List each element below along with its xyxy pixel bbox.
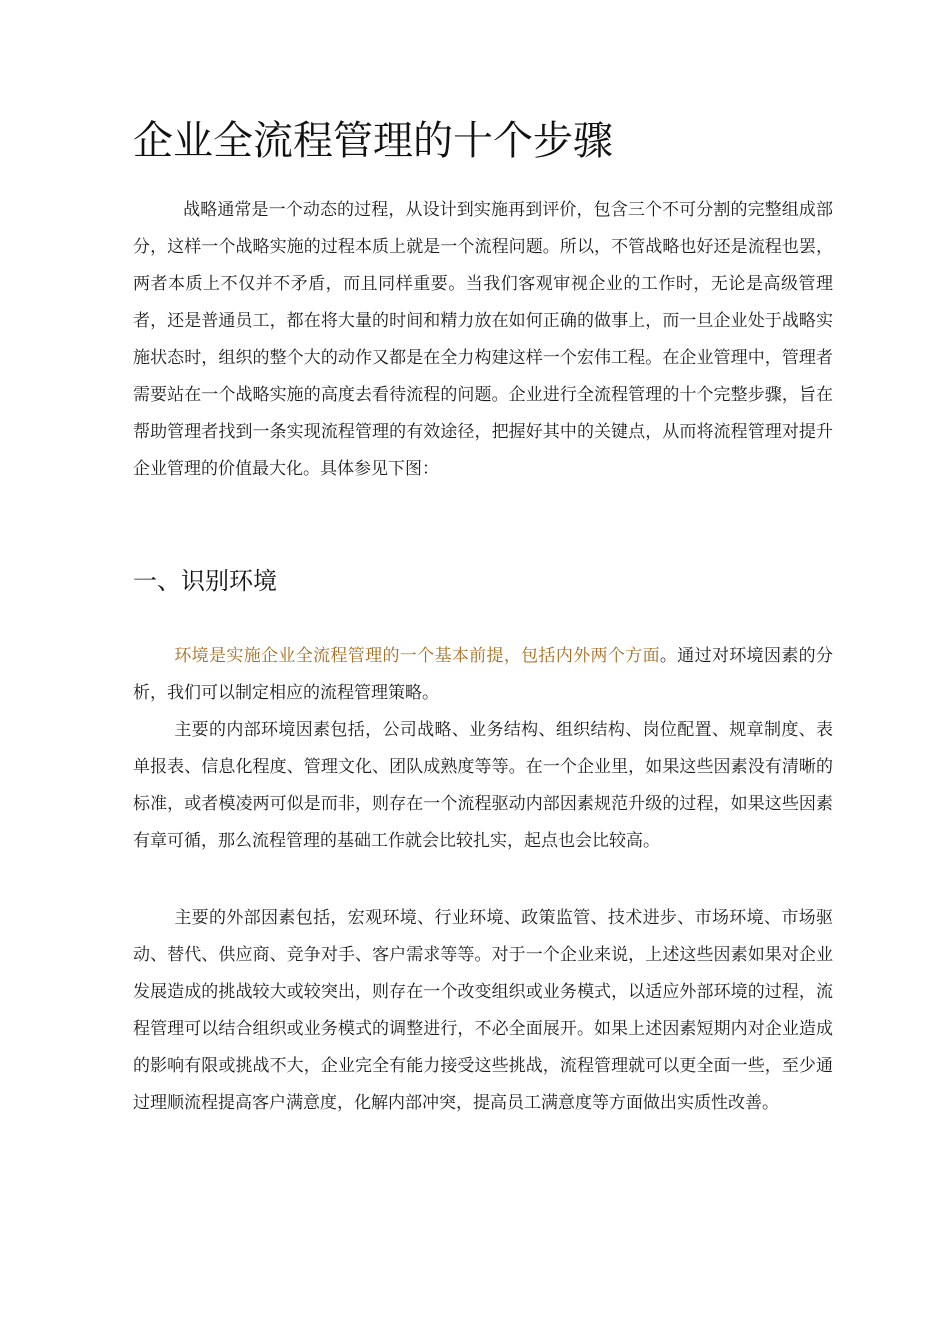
intro-paragraph [133, 192, 833, 488]
internal-factors-paragraph [133, 712, 833, 860]
internal-factors-text: 主要的内部环境因素包括，公司战略、业务结构、组织结构、岗位配置、规章制度、表单报表、信息化程度、管理文化、团队成熟度等等。在一个企业里，如果这些因素没有清晰的标准，或者模凌两可似是而非，则存在一个流程驱动内部因素规范升级的过程，如果这些因素有章可循，那么流程管理的基础工作就会比较扎实，起点也会比较高。 [133, 720, 833, 851]
external-factors-text: 主要的外部因素包括，宏观环境、行业环境、政策监管、技术进步、市场环境、市场驱动、替代、供应商、竞争对手、客户需求等等。对于一个企业来说，上述这些因素如果对企业发展造成的挑战较大或较突出，则存在一个改变组织或业务模式，以适应外部环境的过程，流程管理可以结合组织或业务模式的调整进行，不必全面展开。如果上述因素短期内对企业造成的影响有限或挑战不大，企业完全有能力接受这些挑战，流程管理就可以更全面一些，至少通过理顺流程提高客户满意度，化解内部冲突，提高员工满意度等方面做出实质性改善。 [133, 908, 833, 1113]
highlighted-premise-sentence: 环境是实施企业全流程管理的一个基本前提，包括内外两个方面 [174, 646, 660, 666]
intro-paragraph-text: 战略通常是一个动态的过程，从设计到实施再到评价，包含三个不可分割的完整组成部分，这样一个战略实施的过程本质上就是一个流程问题。所以，不管战略也好还是流程也罢，两者本质上不仅并不矛盾，而且同样重要。当我们客观审视企业的工作时，无论是高级管理者，还是普通员工，都在将大量的时间和精力放在如何正确的做事上，而一旦企业处于战略实施状态时，组织的整个大的动作又都是在全力构建这样一个宏伟工程。在企业管理中，管理者需要站在一个战略实施的高度去看待流程的问题。企业进行全流程管理的十个完整步骤，旨在帮助管理者找到一条实现流程管理的有效途径，把握好其中的关键点，从而将流程管理对提升企业管理的价值最大化。具体参见下图： [133, 200, 833, 479]
external-factors-paragraph [133, 900, 833, 1122]
premise-remainder-text: 。通过对环境因素的分析，我们可以制定相应的流程管理策略。 [133, 646, 834, 703]
document-title: 企业全流程管理的十个步骤 [133, 118, 613, 164]
environment-premise-paragraph [133, 638, 833, 712]
section-heading-identify-environment: 一、识别环境 [133, 567, 277, 595]
